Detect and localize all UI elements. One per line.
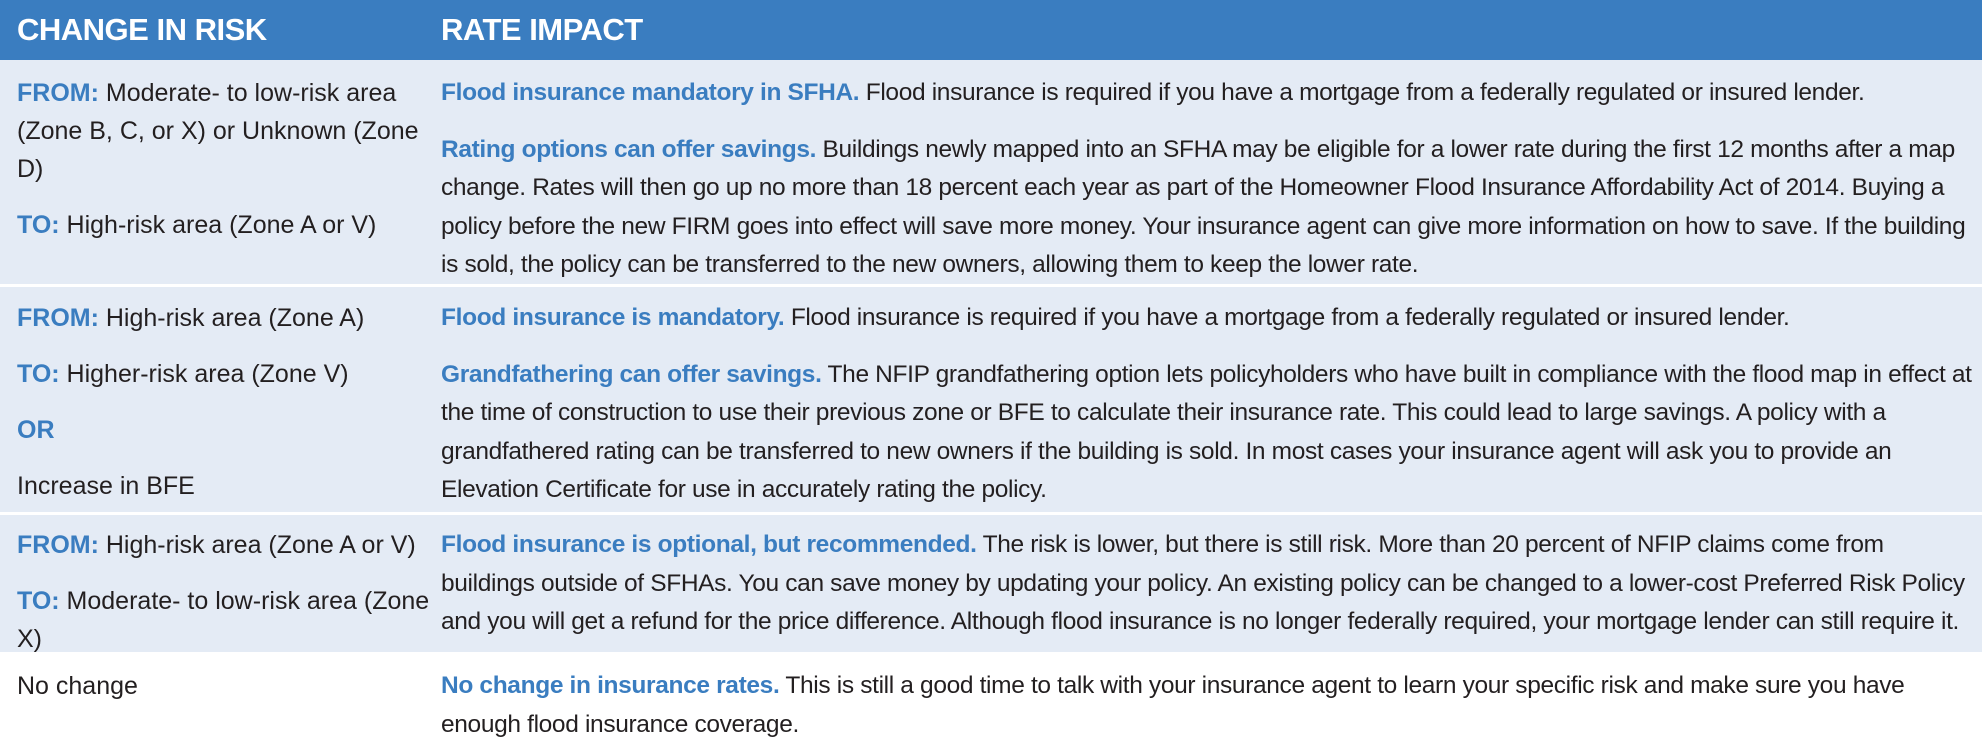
impact-paragraph — [441, 667, 1972, 744]
impact-paragraph — [441, 526, 1972, 642]
to-text: Higher-risk area (Zone V) — [66, 360, 349, 388]
to-label: TO: — [17, 211, 60, 239]
from-text: High-risk area (Zone A or V) — [105, 531, 416, 559]
impact-text: Buildings newly mapped into an SFHA may be eligible for a lower rate during the first 12 months after a map change. Rates will then go up no more than 18 percent each year as part of the Homeowner Flood Insurance Affordability Act of 2014. Buying a policy before the new FIRM goes into effect will save more money. Your insurance agent can give more information on how to save. If the building is sold, the policy can be transferred to the new owners, allowing them to keep the lower rate. — [441, 135, 1966, 278]
impact-heading: Flood insurance mandatory in SFHA. — [441, 79, 860, 106]
header-change-in-risk: CHANGE IN RISK — [17, 12, 267, 47]
table-header — [0, 0, 1982, 60]
rate-impact-cell — [441, 299, 1982, 512]
impact-heading: Flood insurance is optional, but recommended. — [441, 531, 977, 558]
extra-line — [17, 467, 441, 505]
impact-paragraph — [441, 74, 1972, 113]
change-in-risk-cell — [0, 667, 441, 752]
extra-text: Increase in BFE — [17, 472, 195, 500]
or-line — [17, 411, 441, 449]
impact-text: Flood insurance is required if you have a mortgage from a federally regulated or insured lender. — [859, 79, 1865, 106]
impact-text: The risk is lower, but there is still risk. More than 20 percent of NFIP claims come from buildings outside of SFHAs. You can save money by updating your policy. An existing policy can be changed to a lower-cost Preferred Risk Policy and you will get a refund for the price difference. Although flood insurance is no longer federally required, your mortgage lender can still require it. — [441, 531, 1965, 635]
impact-paragraph — [441, 299, 1972, 338]
to-text: High-risk area (Zone A or V) — [66, 211, 377, 239]
impact-text: The NFIP grandfathering option lets policyholders who have built in compliance with the flood map in effect at the time of construction to use their previous zone or BFE to calculate their insurance rate. This could lead to large savings. A policy with a grandfathered rating can be transferred to new owners if the building is sold. In most cases your insurance agent will ask you to provide an Elevation Certificate for use in accurately rating the policy. — [441, 360, 1972, 503]
impact-text: Flood insurance is required if you have a mortgage from a federally regulated or insured lender. — [784, 304, 1790, 331]
rate-impact-cell — [441, 667, 1982, 752]
table-row — [0, 515, 1982, 655]
from-label: FROM: — [17, 79, 99, 107]
header-rate-impact: RATE IMPACT — [441, 12, 643, 47]
to-label: TO: — [17, 587, 60, 615]
change-in-risk-cell — [0, 74, 441, 284]
to-line — [17, 206, 441, 244]
impact-heading: Rating options can offer savings. — [441, 135, 817, 163]
from-label: FROM: — [17, 304, 99, 332]
impact-heading: Flood insurance is mandatory. — [441, 304, 785, 331]
impact-paragraph — [441, 356, 1972, 510]
table-row — [0, 287, 1982, 515]
to-line — [17, 582, 441, 658]
from-line — [17, 299, 441, 337]
from-text: Moderate- to low-risk area (Zone B, C, or X) or Unknown (Zone D) — [17, 79, 419, 183]
from-label: FROM: — [17, 531, 99, 559]
to-label: TO: — [17, 360, 60, 388]
impact-paragraph — [441, 131, 1972, 285]
from-line — [17, 526, 441, 564]
table-row — [0, 60, 1982, 287]
impact-text: This is still a good time to talk with your insurance agent to learn your specific risk and make sure you have enough flood insurance coverage. — [441, 672, 1905, 738]
to-line — [17, 355, 441, 393]
table-row — [0, 655, 1982, 752]
rate-impact-cell — [441, 74, 1982, 284]
impact-heading: No change in insurance rates. — [441, 672, 780, 699]
plain-line — [17, 667, 441, 705]
change-in-risk-cell — [0, 526, 441, 652]
from-text: High-risk area (Zone A) — [105, 304, 365, 332]
to-text: Moderate- to low-risk area (Zone X) — [17, 587, 430, 653]
from-line — [17, 74, 441, 188]
impact-heading: Grandfathering can offer savings. — [441, 360, 822, 388]
or-label: OR — [17, 416, 55, 444]
change-in-risk-cell — [0, 299, 441, 512]
no-change-text: No change — [17, 672, 138, 700]
rate-impact-cell — [441, 526, 1982, 652]
